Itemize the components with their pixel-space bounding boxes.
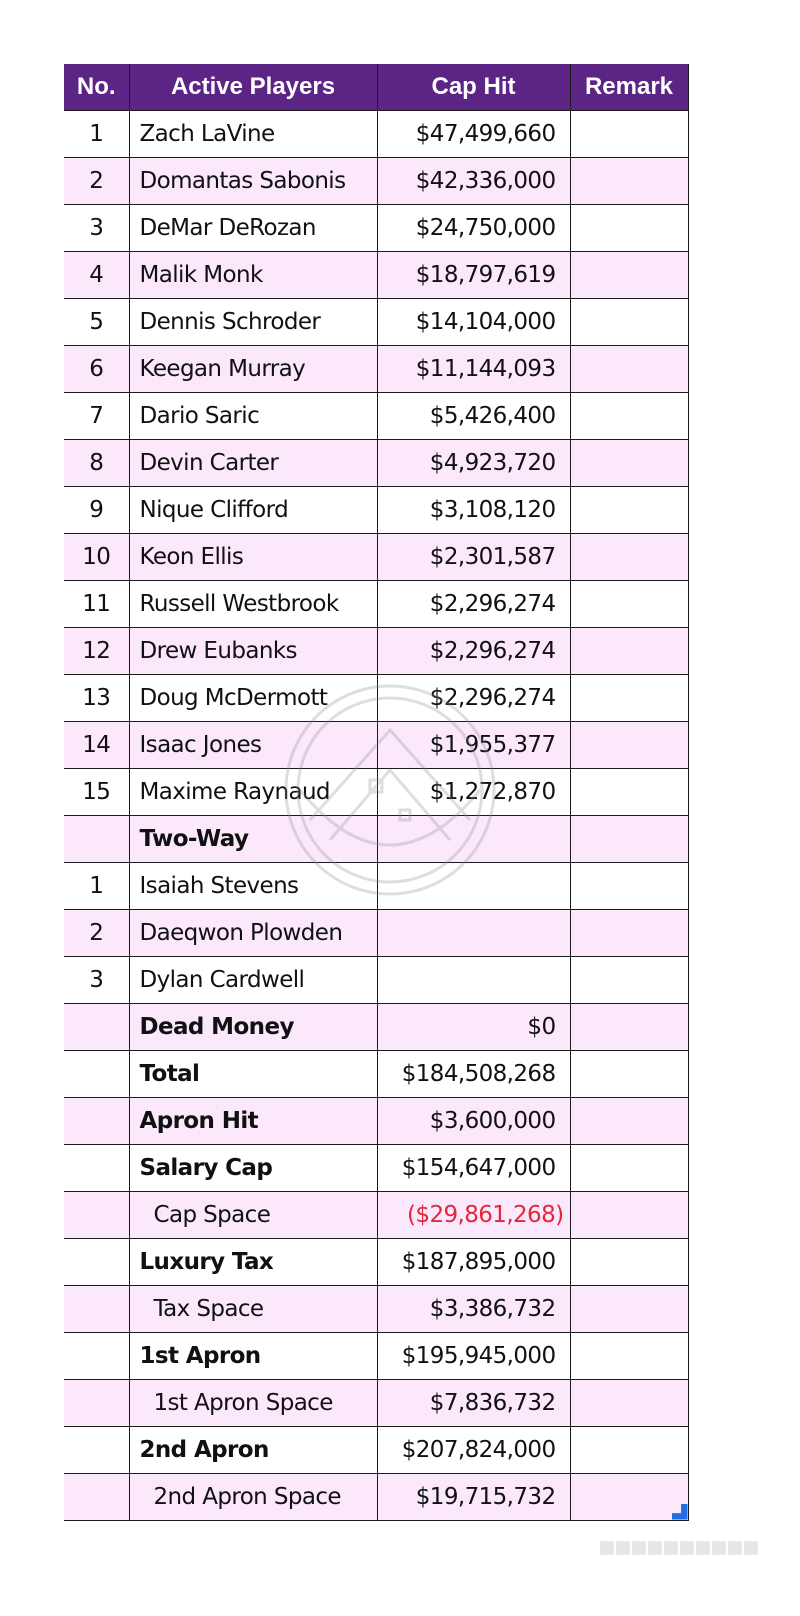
cell-no[interactable]: 15 — [64, 768, 129, 815]
cell-no[interactable] — [64, 1379, 129, 1426]
cell-no[interactable]: 1 — [64, 110, 129, 157]
cell-player-name[interactable]: Russell Westbrook — [129, 580, 377, 627]
header-cap-hit[interactable]: Cap Hit — [377, 64, 570, 110]
cell-player-name[interactable]: Isaac Jones — [129, 721, 377, 768]
cell-player-name[interactable]: 1st Apron — [129, 1332, 377, 1379]
cell-player-name[interactable]: Maxime Raynaud — [129, 768, 377, 815]
cell-player-name[interactable]: Cap Space — [129, 1191, 377, 1238]
cell-cap-hit[interactable]: $3,108,120 — [377, 486, 570, 533]
table-row — [64, 1097, 688, 1144]
cell-remark[interactable] — [570, 1238, 688, 1285]
cell-cap-hit[interactable]: $4,923,720 — [377, 439, 570, 486]
cell-cap-hit[interactable]: $5,426,400 — [377, 392, 570, 439]
cell-remark[interactable] — [570, 1379, 688, 1426]
cell-player-name[interactable]: Malik Monk — [129, 251, 377, 298]
cell-cap-hit[interactable]: $24,750,000 — [377, 204, 570, 251]
cell-cap-hit[interactable]: $2,296,274 — [377, 580, 570, 627]
cell-cap-hit[interactable]: $47,499,660 — [377, 110, 570, 157]
cell-cap-hit[interactable]: $1,955,377 — [377, 721, 570, 768]
table-row — [64, 721, 688, 768]
cell-remark[interactable] — [570, 439, 688, 486]
cell-remark[interactable] — [570, 580, 688, 627]
table-row — [64, 1332, 688, 1379]
table-row — [64, 1144, 688, 1191]
cell-player-name[interactable]: 2nd Apron — [129, 1426, 377, 1473]
table-row — [64, 580, 688, 627]
cell-player-name[interactable]: Salary Cap — [129, 1144, 377, 1191]
cell-remark[interactable] — [570, 345, 688, 392]
cell-no[interactable]: 1 — [64, 862, 129, 909]
table-row — [64, 533, 688, 580]
cell-remark[interactable] — [570, 1332, 688, 1379]
cell-player-name[interactable]: Nique Clifford — [129, 486, 377, 533]
cell-player-name[interactable]: Luxury Tax — [129, 1238, 377, 1285]
cell-player-name[interactable]: Dario Saric — [129, 392, 377, 439]
cell-cap-hit[interactable]: $3,600,000 — [377, 1097, 570, 1144]
cell-remark[interactable] — [570, 1473, 688, 1520]
table-row — [64, 1191, 688, 1238]
cell-no[interactable] — [64, 815, 129, 862]
cell-cap-hit[interactable]: $19,715,732 — [377, 1473, 570, 1520]
cell-player-name[interactable]: Devin Carter — [129, 439, 377, 486]
cell-player-name[interactable]: Two-Way — [129, 815, 377, 862]
table-row — [64, 1379, 688, 1426]
header-no[interactable]: No. — [64, 64, 129, 110]
selection-fill-handle-icon[interactable] — [672, 1504, 688, 1520]
cell-remark[interactable] — [570, 204, 688, 251]
table-row — [64, 1285, 688, 1332]
table-row — [64, 1473, 688, 1520]
table-row — [64, 157, 688, 204]
cell-no[interactable]: 14 — [64, 721, 129, 768]
table-row — [64, 768, 688, 815]
cell-no[interactable] — [64, 1285, 129, 1332]
cell-remark[interactable] — [570, 721, 688, 768]
table-row — [64, 956, 688, 1003]
cell-player-name[interactable]: Dennis Schroder — [129, 298, 377, 345]
cell-no[interactable] — [64, 1050, 129, 1097]
cell-no[interactable]: 9 — [64, 486, 129, 533]
cell-cap-hit[interactable] — [377, 909, 570, 956]
header-row — [64, 64, 688, 110]
table-row — [64, 392, 688, 439]
table-row — [64, 298, 688, 345]
cell-remark[interactable] — [570, 157, 688, 204]
table-row — [64, 627, 688, 674]
cell-cap-hit[interactable]: $2,296,274 — [377, 627, 570, 674]
cell-no[interactable] — [64, 1003, 129, 1050]
cell-player-name[interactable]: 2nd Apron Space — [129, 1473, 377, 1520]
cell-cap-hit[interactable]: $2,301,587 — [377, 533, 570, 580]
cell-cap-hit[interactable]: $7,836,732 — [377, 1379, 570, 1426]
cell-cap-hit[interactable]: $184,508,268 — [377, 1050, 570, 1097]
table-body — [64, 110, 688, 1520]
cell-player-name[interactable]: Isaiah Stevens — [129, 862, 377, 909]
cell-remark[interactable] — [570, 627, 688, 674]
salary-cap-table — [64, 64, 689, 1521]
cell-no[interactable] — [64, 1097, 129, 1144]
cell-remark[interactable] — [570, 815, 688, 862]
cell-no[interactable]: 8 — [64, 439, 129, 486]
table-row — [64, 909, 688, 956]
cell-cap-hit[interactable]: $1,272,870 — [377, 768, 570, 815]
cell-cap-hit[interactable]: $207,824,000 — [377, 1426, 570, 1473]
cell-remark[interactable] — [570, 110, 688, 157]
cell-remark[interactable] — [570, 251, 688, 298]
cell-cap-hit[interactable]: $18,797,619 — [377, 251, 570, 298]
cell-no[interactable] — [64, 1191, 129, 1238]
cell-remark[interactable] — [570, 1097, 688, 1144]
cell-remark[interactable] — [570, 298, 688, 345]
table-row — [64, 1426, 688, 1473]
cell-cap-hit[interactable]: $0 — [377, 1003, 570, 1050]
cell-remark[interactable] — [570, 1144, 688, 1191]
cell-remark[interactable] — [570, 909, 688, 956]
table-row — [64, 1003, 688, 1050]
table-row — [64, 204, 688, 251]
footer-watermark — [600, 1540, 790, 1560]
cell-player-name[interactable]: Doug McDermott — [129, 674, 377, 721]
cell-player-name[interactable]: Dylan Cardwell — [129, 956, 377, 1003]
table-row — [64, 674, 688, 721]
table-row — [64, 345, 688, 392]
cell-player-name[interactable]: DeMar DeRozan — [129, 204, 377, 251]
cell-player-name[interactable]: Tax Space — [129, 1285, 377, 1332]
table-row — [64, 486, 688, 533]
cell-cap-hit[interactable]: $42,336,000 — [377, 157, 570, 204]
cell-no[interactable]: 11 — [64, 580, 129, 627]
cell-player-name[interactable]: Domantas Sabonis — [129, 157, 377, 204]
cell-remark[interactable] — [570, 1191, 688, 1238]
cell-cap-hit[interactable] — [377, 956, 570, 1003]
cell-no[interactable] — [64, 1332, 129, 1379]
cell-player-name[interactable]: Dead Money — [129, 1003, 377, 1050]
cell-cap-hit[interactable]: $195,945,000 — [377, 1332, 570, 1379]
table-row — [64, 439, 688, 486]
cell-remark[interactable] — [570, 1426, 688, 1473]
cell-no[interactable] — [64, 1238, 129, 1285]
cell-player-name[interactable]: Daeqwon Plowden — [129, 909, 377, 956]
cell-no[interactable]: 3 — [64, 204, 129, 251]
cell-player-name[interactable]: 1st Apron Space — [129, 1379, 377, 1426]
header-active-players[interactable]: Active Players — [129, 64, 377, 110]
cell-no[interactable]: 13 — [64, 674, 129, 721]
cell-cap-hit[interactable] — [377, 862, 570, 909]
cell-remark[interactable] — [570, 392, 688, 439]
table-row — [64, 110, 688, 157]
cell-cap-hit[interactable]: $11,144,093 — [377, 345, 570, 392]
cell-no[interactable] — [64, 1144, 129, 1191]
cell-no[interactable]: 2 — [64, 157, 129, 204]
cell-remark[interactable] — [570, 1050, 688, 1097]
cell-cap-hit[interactable]: ($29,861,268) — [377, 1191, 570, 1238]
cell-no[interactable]: 2 — [64, 909, 129, 956]
cell-no[interactable]: 12 — [64, 627, 129, 674]
cell-remark[interactable] — [570, 956, 688, 1003]
cell-remark[interactable] — [570, 533, 688, 580]
cell-cap-hit[interactable]: $187,895,000 — [377, 1238, 570, 1285]
cell-remark[interactable] — [570, 674, 688, 721]
header-remark[interactable]: Remark — [570, 64, 688, 110]
table-row — [64, 251, 688, 298]
cell-player-name[interactable]: Drew Eubanks — [129, 627, 377, 674]
cell-player-name[interactable]: Zach LaVine — [129, 110, 377, 157]
cell-cap-hit[interactable] — [377, 815, 570, 862]
cell-player-name[interactable]: Keegan Murray — [129, 345, 377, 392]
cell-remark[interactable] — [570, 1285, 688, 1332]
table-row — [64, 862, 688, 909]
cell-cap-hit[interactable]: $14,104,000 — [377, 298, 570, 345]
table-row — [64, 815, 688, 862]
cell-no[interactable]: 6 — [64, 345, 129, 392]
cell-player-name[interactable]: Apron Hit — [129, 1097, 377, 1144]
cell-remark[interactable] — [570, 1003, 688, 1050]
cell-no[interactable] — [64, 1426, 129, 1473]
cell-player-name[interactable]: Total — [129, 1050, 377, 1097]
cell-no[interactable]: 10 — [64, 533, 129, 580]
table-row — [64, 1050, 688, 1097]
cell-cap-hit[interactable]: $3,386,732 — [377, 1285, 570, 1332]
cell-remark[interactable] — [570, 862, 688, 909]
cell-no[interactable]: 7 — [64, 392, 129, 439]
cell-cap-hit[interactable]: $154,647,000 — [377, 1144, 570, 1191]
cell-player-name[interactable]: Keon Ellis — [129, 533, 377, 580]
cell-cap-hit[interactable]: $2,296,274 — [377, 674, 570, 721]
cell-remark[interactable] — [570, 768, 688, 815]
cell-no[interactable]: 3 — [64, 956, 129, 1003]
cell-no[interactable] — [64, 1473, 129, 1520]
table-row — [64, 1238, 688, 1285]
cell-remark[interactable] — [570, 486, 688, 533]
cell-no[interactable]: 4 — [64, 251, 129, 298]
cell-no[interactable]: 5 — [64, 298, 129, 345]
